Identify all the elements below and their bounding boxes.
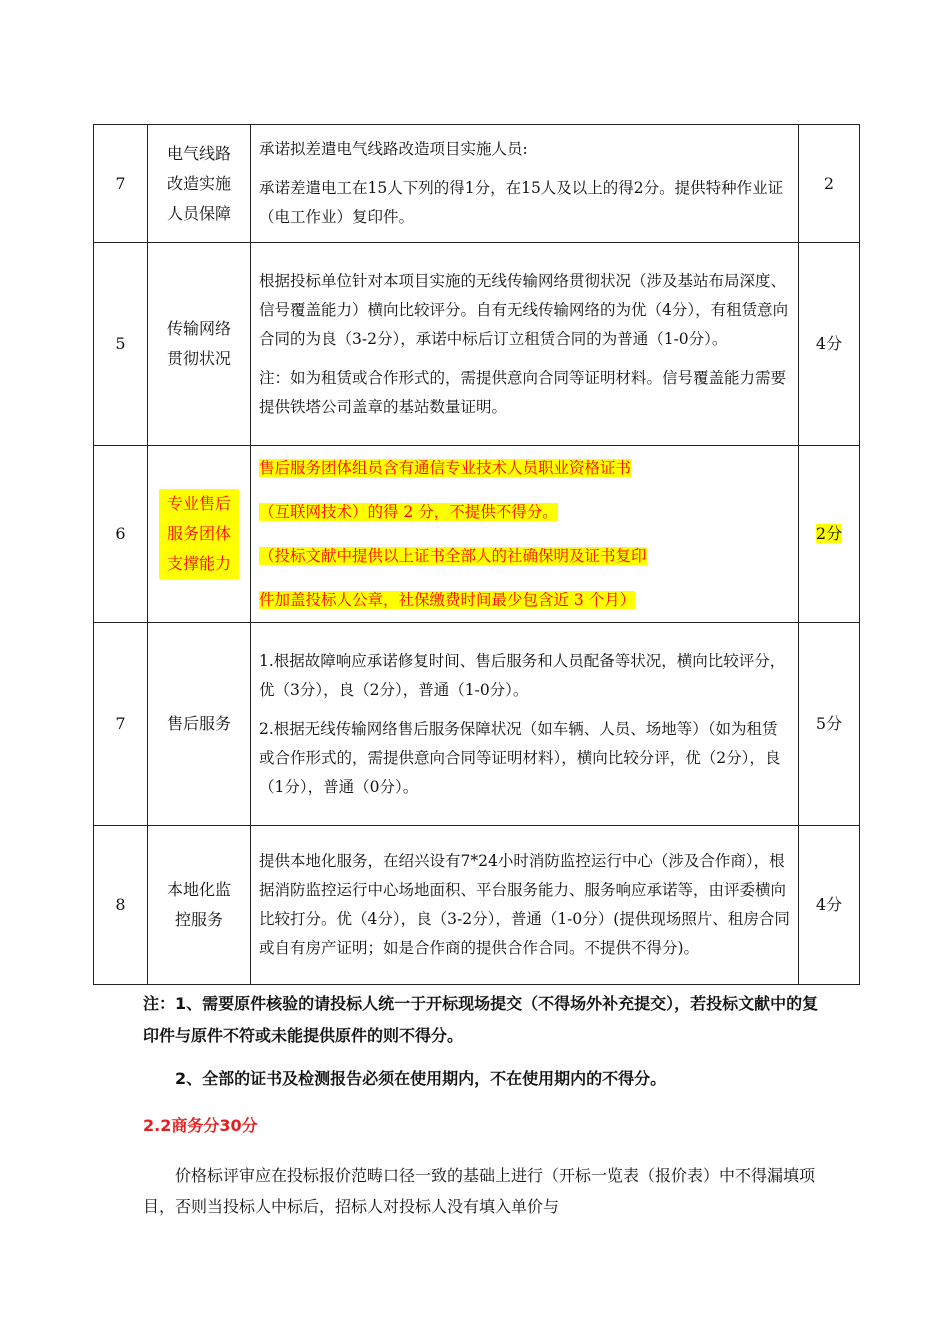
row-description: 根据投标单位针对本项目实施的无线传输网络贯彻状况（涉及基站布局深度、信号覆盖能力）横向比较评分。自有无线传输网络的为优（4分），有租赁意向合同的为良（3-2分），承诺中标后订立租赁合同的为普通（1-0分）。 注：如为租赁或合作形式的，需提供意向合同等证明材料。信号覆盖能力需要提供铁塔公司盖章的基站数量证明。 — [251, 243, 799, 446]
table-row — [94, 243, 860, 446]
row-item-name: 电气线路 改造实施 人员保障 — [148, 125, 251, 243]
row-number: 5 — [94, 243, 148, 446]
row-item-name: 售后服务 — [148, 623, 251, 826]
scoring-table — [93, 124, 860, 985]
row-description: 1.根据故障响应承诺修复时间、售后服务和人员配备等状况，横向比较评分，优（3分），良（2分），普通（1-0分）。 2.根据无线传输网络售后服务保障状况（如车辆、人员、场地等）（如为租赁或合作形式的，需提供意向合同等证明材料），横向比较分评，优（2分），良（1分），普通（0分）。 — [251, 623, 799, 826]
row-item-name: 传输网络 贯彻状况 — [148, 243, 251, 446]
table-row — [94, 125, 860, 243]
note-1: 注：1、需要原件核验的请投标人统一于开标现场提交（不得场外补充提交），若投标文献中的复印件与原件不符或未能提供原件的则不得分。 — [143, 994, 819, 1045]
row-score: 2 — [799, 125, 860, 243]
section-heading: 2.2商务分30分 — [143, 1116, 258, 1135]
row-description: 提供本地化服务，在绍兴设有7*24小时消防监控运行中心（涉及合作商），根据消防监控运行中心场地面积、平台服务能力、服务响应承诺等，由评委横向比较打分。优（4分），良（3-2分），普通（1-0分）(提供现场照片、租房合同或自有房产证明；如是合作商的提供合作合同。不提供不得分)。 — [251, 826, 799, 985]
table-row — [94, 446, 860, 623]
table-row — [94, 826, 860, 985]
note-2: 2、全部的证书及检测报告必须在使用期内，不在使用期内的不得分。 — [175, 1069, 667, 1088]
table-row — [94, 623, 860, 826]
row-number: 7 — [94, 623, 148, 826]
row-number: 6 — [94, 446, 148, 623]
row-score: 2分 — [799, 446, 860, 623]
row-number: 7 — [94, 125, 148, 243]
row-description: 售后服务团体组员含有通信专业技术人员职业资格证书 （互联网技术）的得 2 分，不提供不得分。 （投标文献中提供以上证书全部人的社确保明及证书复印 件加盖投标人公章，社保缴费时间最少包含近 3 个月） — [251, 446, 799, 623]
row-number: 8 — [94, 826, 148, 985]
row-item-name: 专业售后 服务团体 支撑能力 — [148, 446, 251, 623]
row-score: 5分 — [799, 623, 860, 826]
row-description: 承诺拟差遣电气线路改造项目实施人员: 承诺差遣电工在15人下列的得1分，在15人及以上的得2分。提供特种作业证（电工作业）复印件。 — [251, 125, 799, 243]
body-paragraph: 价格标评审应在投标报价范畴口径一致的基础上进行（开标一览表（报价表）中不得漏填项目，否则当投标人中标后，招标人对投标人没有填入单价与 — [143, 1166, 816, 1216]
row-score: 4分 — [799, 826, 860, 985]
row-score: 4分 — [799, 243, 860, 446]
row-item-name: 本地化监 控服务 — [148, 826, 251, 985]
